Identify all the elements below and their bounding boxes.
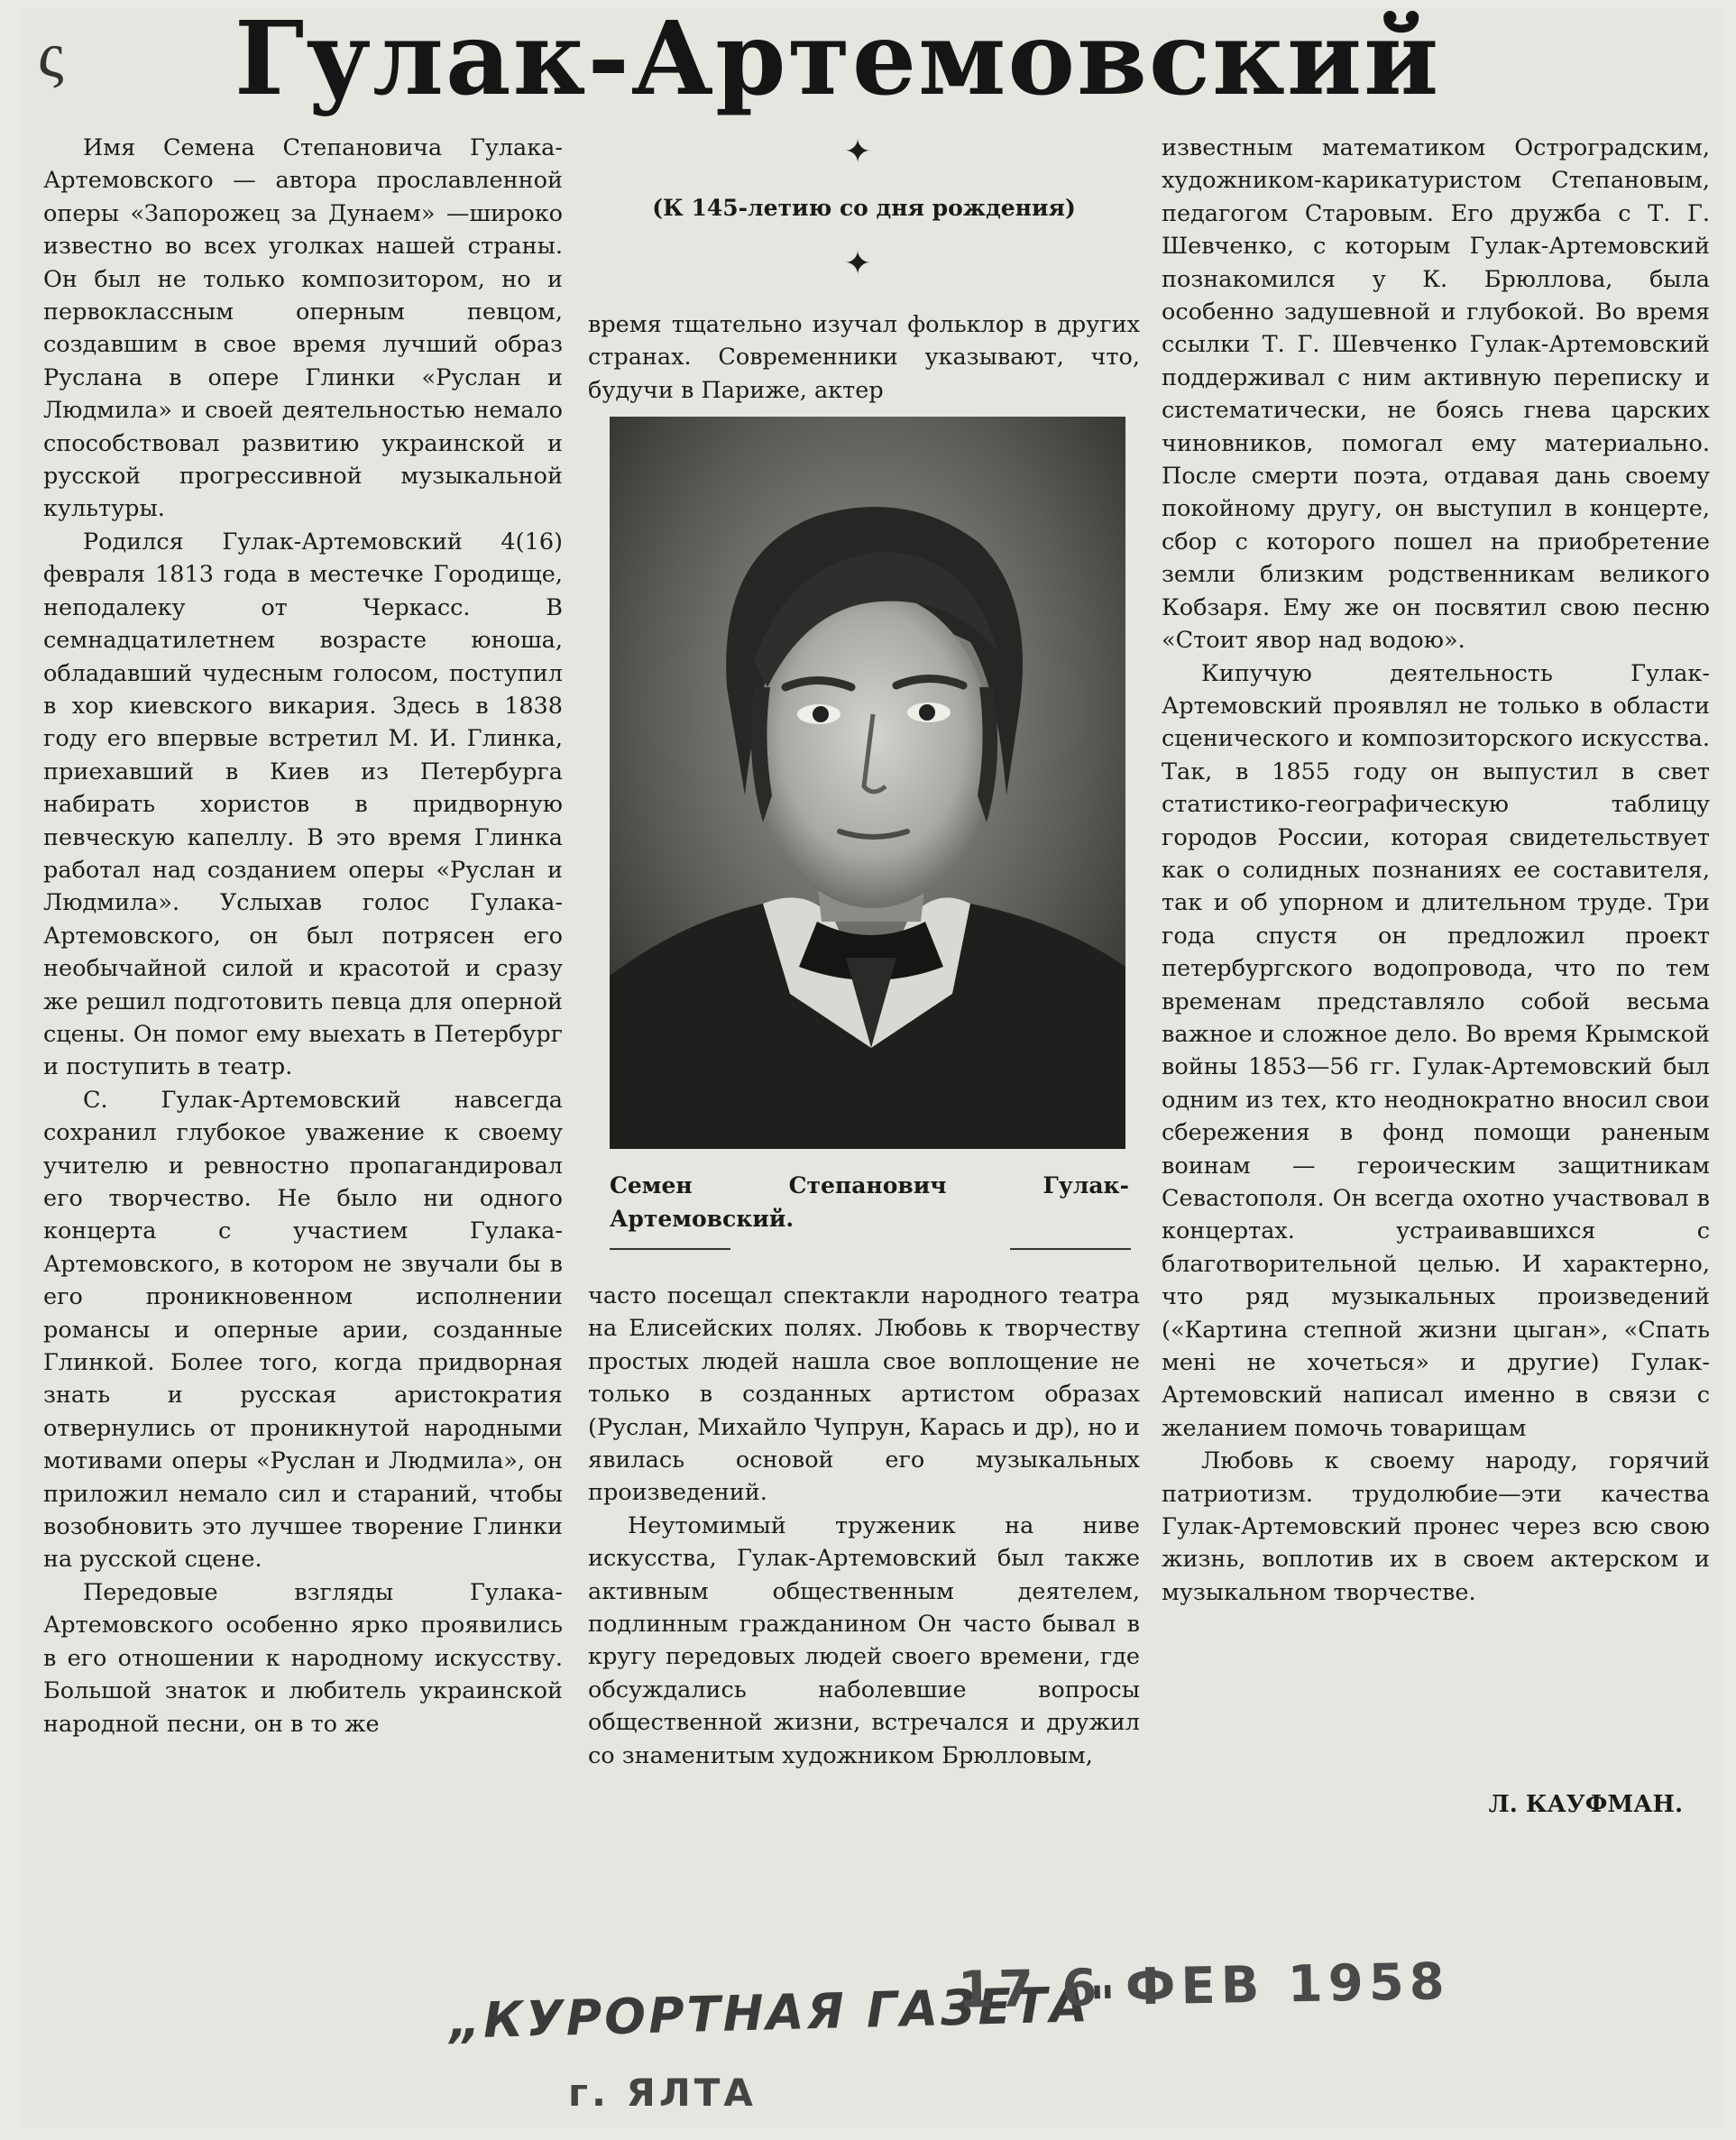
paragraph: С. Гулак-Артемовский навсегда сохранил глубокое уважение к своему учителю и ревностно пропагандировал его творчество. Не было ни одного концерта с участием Гулака-Артемовского, в котором не звучали бы в его проникновенном исполнении романсы и оперные арии, созданные Глинкой. Более того, когда придворная знать и русская аристократия отвернулись от проникнутой народными мотивами оперы «Руслан и Людмила», он приложил немало сил и стараний, чтобы возобновить это лучшее творение Глинки на русской сцене. — [43, 1086, 563, 1574]
column-3 — [1162, 132, 1710, 1609]
caption-rule — [1010, 1248, 1131, 1250]
newspaper-stamp: „КУРОРТНАЯ ГАЗЕТА" — [448, 1975, 1119, 2050]
paragraph: Любовь к своему народу, горячий патриотизм. трудолюбие—эти качества Гулак-Артемовский пронес через всю свою жизнь, воплотив их в своем актерском и музыкальном творчестве. — [1162, 1447, 1710, 1606]
date-stamp: 17 6 ФЕВ 1958 — [957, 1952, 1451, 2020]
photo-caption: Семен Степанович Гулак-Артемовский. — [610, 1172, 1129, 1232]
paragraph: Неутомимый труженик на ниве искусства, Гулак-Артемовский был также активным общественным деятелем, подлинным гражданином Он часто бывал в кругу передовых людей своего времени, где обсуждались наболевшие вопросы общественной жизни, встречался и дружил со знаменитым художником Брюлловым, — [588, 1511, 1140, 1769]
article-headline: Гулак-Артемовский — [234, 0, 1441, 118]
column-2-bottom — [588, 1280, 1140, 1772]
column-2-top — [588, 308, 1140, 407]
handwritten-mark: ς — [38, 19, 64, 91]
paragraph: Родился Гулак-Артемовский 4(16) февраля 1813 года в местечке Городище, неподалеку от Черкасс. В семнадцатилетнем возрасте юноша, обладавший чудесным голосом, поступил в хор киевского викария. Здесь в 1838 году его впервые встретил М. И. Глинка, приехавший в Киев из Петербурга набирать хористов в придворную певческую капеллу. В это время Глинка работал над созданием оперы «Руслан и Людмила». Услыхав голос Гулака-Артемовского, он был потрясен его необычайной силой и красотой и сразу же решил подготовить певца для оперной сцены. Он помог ему выехать в Петербург и поступить в театр. — [43, 528, 563, 1081]
city-stamp: г. ЯЛТА — [568, 2071, 757, 2115]
star-ornament-icon: ✦ — [844, 133, 872, 170]
paragraph: Кипучую деятельность Гулак-Артемовский проявлял не только в области сценического и композиторского искусства. Так, в 1855 году он выпустил в свет статистико-географическую таблицу городов России, которая свидетельствует как о солидных познаниях ее составителя, так и об упорном и длительном труде. Три года спустя он предложил проект петербургского водопровода, что по тем временам представляло собой весьма важное и сложное дело. Во время Крымской войны 1853—56 гг. Гулак-Артемовский был одним из тех, кто неоднократно вносил свои сбережения в фонд помощи раненым воинам — героическим защитникам Севастополя. Он всегда охотно участвовал в концертах. устраивавшихся с благотворительной целью. И характерно, что ряд музыкальных произведений («Картина степной жизни цыган», «Спать мені не хочеться» и другие) Гулак-Артемовский написал именно в связи с желанием помочь товарищам — [1162, 659, 1710, 1442]
article-subtitle: (К 145-летию со дня рождения) — [652, 195, 1076, 221]
portrait-image — [610, 417, 1125, 1149]
column-1 — [43, 132, 563, 1740]
paragraph: известным математиком Остроградским, художником-карикатуристом Степановым, педагогом Старовым. Его дружба с Т. Г. Шевченко, с которым Гулак-Артемовский познакомился у К. Брюллова, была особенно задушевной и глубокой. Во время ссылки Т. Г. Шевченко Гулак-Артемовский поддерживал с ним активную переписку и систематически, не боясь гнева царских чиновников, помогал ему материально. После смерти поэта, отдавая дань своему покойному другу, он выступил в концерте, сбор с которого пошел на приобретение земли близким родственникам великого Кобзаря. Ему же он посвятил свою песню «Стоит явор над водою». — [1162, 134, 1710, 655]
paragraph: время тщательно изучал фольклор в других странах. Современники указывают, что, будучи в Париже, актер — [588, 311, 1140, 404]
portrait-photo — [610, 417, 1125, 1149]
author-signature: Л. КАУФМАН. — [1488, 1791, 1683, 1818]
paragraph: Имя Семена Степановича Гулака-Артемовского — автора прославленной оперы «Запорожец за Дунаем» —широко известно во всех уголках нашей страны. Он был не только композитором, но и первоклассным оперным певцом, создавшим в свое время лучший образ Руслана в опере Глинки «Руслан и Людмила» и своей деятельностью немало способствовал развитию украинской и русской прогрессивной музыкальной культуры. — [43, 134, 563, 523]
star-ornament-icon: ✦ — [844, 245, 872, 282]
caption-rule — [610, 1248, 730, 1250]
paragraph: Передовые взгляды Гулака-Артемовского особенно ярко проявились в его отношении к народному искусству. Большой знаток и любитель украинской народной песни, он в то же — [43, 1578, 563, 1738]
paragraph: часто посещал спектакли народного театра на Елисейских полях. Любовь к творчеству простых людей нашла свое воплощение не только в созданных артистом образах (Руслан, Михайло Чупрун, Карась и др), но и явилась основой его музыкальных произведений. — [588, 1282, 1140, 1507]
